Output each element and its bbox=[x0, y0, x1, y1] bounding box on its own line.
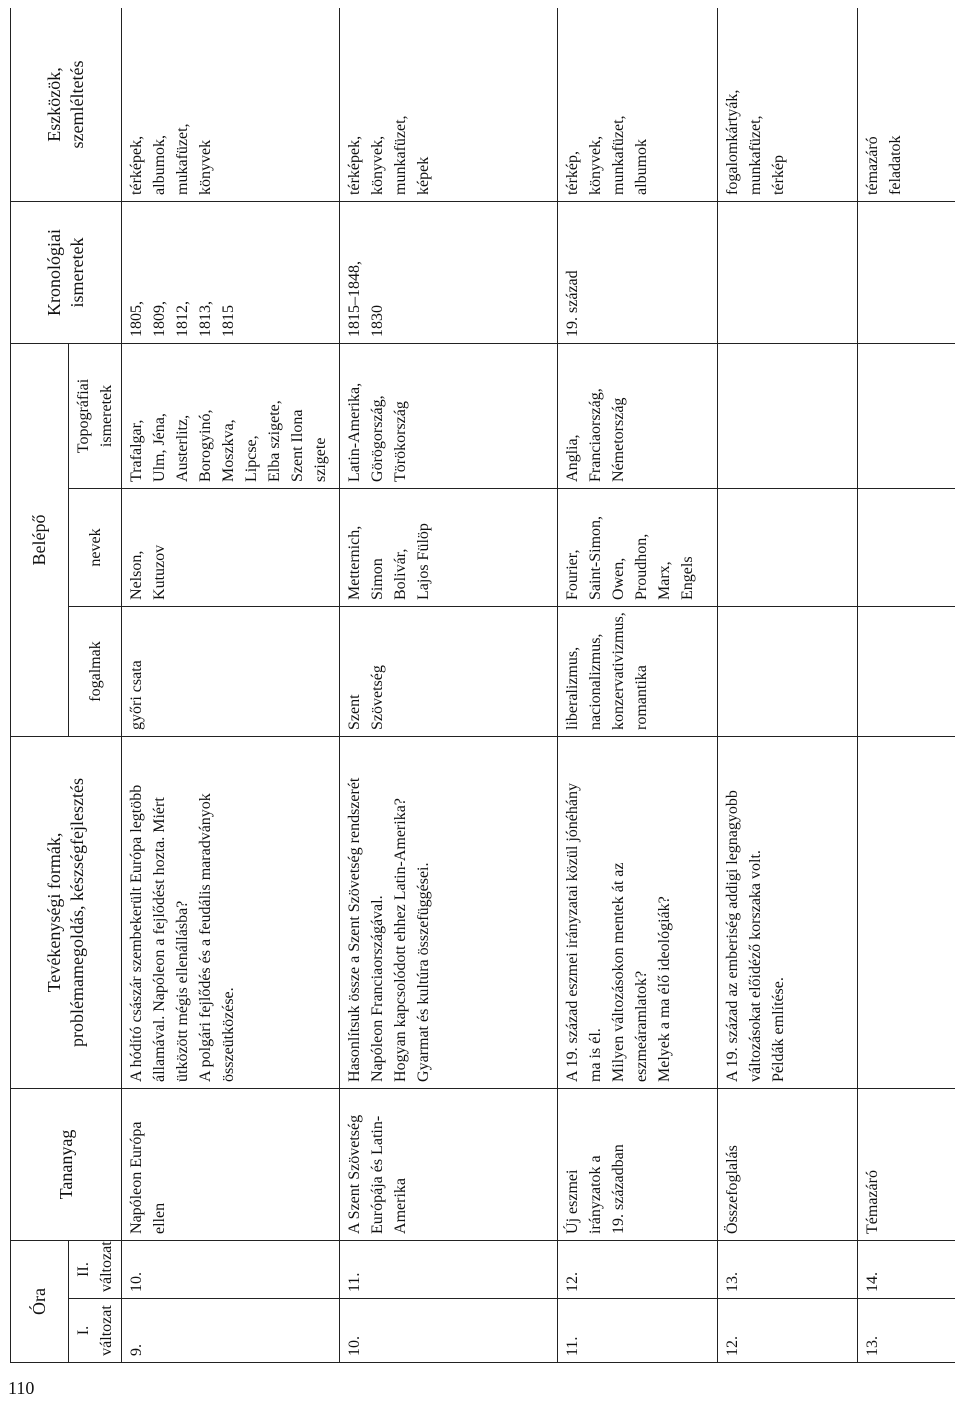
cell-eszkozok-line: albumok bbox=[633, 138, 650, 195]
cell-tananyag-line: A Szent Szövetség bbox=[346, 1114, 363, 1234]
cell-tevekenyseg bbox=[858, 736, 956, 1088]
cell-eszkozok bbox=[122, 8, 340, 201]
cell-eszkozok bbox=[718, 8, 858, 201]
cell-eszkozok-line: fogalomkártyák, bbox=[724, 89, 741, 195]
header-tevekenyseg bbox=[11, 736, 122, 1088]
rotated-page bbox=[10, 8, 955, 1363]
cell-eszkozok bbox=[558, 8, 718, 201]
cell-kronologiai-line: 1815–1848, bbox=[346, 260, 363, 337]
cell-tananyag-line: Összefoglalás bbox=[724, 1145, 741, 1234]
header-valtozat-1 bbox=[69, 1299, 122, 1363]
cell-eszkozok-line: könyvek bbox=[197, 139, 214, 195]
cell-valtozat-1: 10. bbox=[340, 1299, 558, 1363]
cell-tevekenyseg-line: változásokat előidéző korszaka volt. bbox=[747, 850, 764, 1082]
cell-fogalmak bbox=[122, 606, 340, 736]
cell-tevekenyseg-line: A 19. század eszmei irányzatai közül jónéhány bbox=[564, 782, 581, 1082]
cell-nevek-line: Marx, bbox=[656, 561, 673, 600]
cell-eszkozok-line: munkafüzet, bbox=[610, 115, 627, 195]
header-nevek: nevek bbox=[69, 488, 122, 606]
cell-eszkozok-line: mukafüzet, bbox=[174, 123, 191, 195]
cell-fogalmak-line: győri csata bbox=[128, 660, 145, 730]
cell-nevek-line: Engels bbox=[679, 556, 696, 600]
cell-nevek-line: Fourier, bbox=[564, 549, 581, 600]
cell-eszkozok-line: munkafüzet, bbox=[747, 115, 764, 195]
cell-kronologiai bbox=[340, 201, 558, 343]
table-row bbox=[858, 8, 956, 1363]
cell-kronologiai-line: 1809, bbox=[151, 300, 168, 337]
cell-valtozat-1: 9. bbox=[122, 1299, 340, 1363]
cell-fogalmak-line: Szövetség bbox=[369, 665, 386, 730]
cell-fogalmak-line: liberalizmus, bbox=[564, 646, 581, 730]
header-valtozat-line: változat bbox=[98, 1241, 115, 1292]
header-belepo: Belépő bbox=[11, 343, 69, 736]
cell-nevek bbox=[558, 488, 718, 606]
cell-nevek-line: Lajos Fülöp bbox=[415, 523, 432, 600]
header-valtozat-line: I. bbox=[75, 1325, 92, 1336]
cell-valtozat-1: 12. bbox=[718, 1299, 858, 1363]
cell-tevekenyseg-line: államával. Napóleon a fejlődést hozta. Miért bbox=[151, 797, 168, 1082]
cell-eszkozok-line: térképek, bbox=[128, 135, 145, 195]
header-ora: Óra bbox=[11, 1240, 69, 1362]
cell-tevekenyseg-line: Napóleon Franciaországával. bbox=[369, 895, 386, 1082]
cell-tananyag-line: Európája és Latin- bbox=[369, 1115, 386, 1234]
cell-tevekenyseg-line: összeütközése. bbox=[220, 987, 237, 1082]
cell-nevek-line: Saint-Simon, bbox=[587, 515, 604, 600]
header-tevekenyseg-line: problémamegoldás, készségfejlesztés bbox=[67, 778, 87, 1047]
header-valtozat-line: változat bbox=[98, 1305, 115, 1356]
cell-valtozat-1: 13. bbox=[858, 1299, 956, 1363]
cell-topografiai bbox=[558, 343, 718, 488]
cell-tananyag-line: ellen bbox=[151, 1202, 168, 1234]
cell-topografiai-line: Franciaország, bbox=[587, 388, 604, 482]
cell-kronologiai-line: 1815 bbox=[220, 304, 237, 337]
cell-eszkozok bbox=[858, 8, 956, 201]
cell-tananyag-line: 19. században bbox=[610, 1144, 627, 1234]
cell-tevekenyseg-line: ma is él. bbox=[587, 1028, 604, 1082]
cell-topografiai-line: Borogyinó, bbox=[197, 409, 214, 482]
header-eszkozok-line: Eszközök, bbox=[44, 67, 64, 142]
cell-fogalmak-line: Szent bbox=[346, 694, 363, 730]
cell-topografiai bbox=[718, 343, 858, 488]
cell-tevekenyseg-line: A polgári fejlődés és a feudális maradványok bbox=[197, 793, 214, 1082]
header-topografiai-line: ismeretek bbox=[98, 384, 115, 448]
table-row bbox=[718, 8, 858, 1363]
cell-tevekenyseg-line: A hódító császár szembekerült Európa legtöbb bbox=[128, 784, 145, 1082]
cell-eszkozok-line: albumok, bbox=[151, 134, 168, 195]
lesson-plan-table bbox=[10, 8, 955, 1363]
cell-eszkozok-line: könyvek, bbox=[369, 135, 386, 195]
cell-nevek-line: Kutuzov bbox=[151, 544, 168, 600]
cell-topografiai bbox=[858, 343, 956, 488]
cell-topografiai-line: Latin-Amerika, bbox=[346, 382, 363, 482]
cell-eszkozok-line: képek bbox=[415, 156, 432, 195]
cell-topografiai-line: Görögország, bbox=[369, 395, 386, 482]
header-eszkozok bbox=[11, 8, 122, 201]
cell-fogalmak-line: nacionalizmus, bbox=[587, 633, 604, 730]
header-topografiai bbox=[69, 343, 122, 488]
cell-valtozat-2: 10. bbox=[122, 1240, 340, 1298]
cell-tevekenyseg-line: ütközött mégis ellenállásba? bbox=[174, 900, 191, 1082]
cell-tevekenyseg-line: Gyarmat és kultúra összefüggései. bbox=[415, 862, 432, 1082]
cell-eszkozok-line: térkép, bbox=[564, 150, 581, 195]
cell-tevekenyseg-line: Példák említése. bbox=[770, 977, 787, 1082]
cell-eszkozok bbox=[340, 8, 558, 201]
cell-nevek-line: Nelson, bbox=[128, 550, 145, 600]
cell-eszkozok-line: könyvek, bbox=[587, 135, 604, 195]
cell-topografiai-line: Lipcse, bbox=[243, 435, 260, 482]
cell-topografiai-line: Elba szigete, bbox=[266, 400, 283, 482]
table-row bbox=[558, 8, 718, 1363]
cell-nevek-line: Metternich, bbox=[346, 525, 363, 600]
cell-fogalmak bbox=[340, 606, 558, 736]
cell-topografiai-line: szigete bbox=[312, 437, 329, 482]
cell-tananyag-line: Amerika bbox=[392, 1178, 409, 1234]
cell-nevek-line: Bolivár, bbox=[392, 548, 409, 600]
table-row bbox=[122, 8, 340, 1363]
cell-kronologiai bbox=[718, 201, 858, 343]
cell-nevek-line: Owen, bbox=[610, 557, 627, 600]
cell-tevekenyseg bbox=[718, 736, 858, 1088]
cell-eszkozok-line: térkép bbox=[770, 154, 787, 195]
cell-tevekenyseg-line: Hasonlítsuk össze a Szent Szövetség rendszerét bbox=[346, 777, 363, 1082]
cell-tananyag bbox=[718, 1088, 858, 1240]
cell-nevek-line: Proudhon, bbox=[633, 533, 650, 600]
cell-fogalmak bbox=[718, 606, 858, 736]
cell-valtozat-1: 11. bbox=[558, 1299, 718, 1363]
header-valtozat-2 bbox=[69, 1240, 122, 1298]
cell-eszkozok-line: témazáró bbox=[864, 136, 881, 195]
page-number: 110 bbox=[8, 1378, 35, 1398]
cell-tananyag-line: irányzatok a bbox=[587, 1155, 604, 1234]
cell-tevekenyseg-line: Melyek a ma élő ideológiák? bbox=[656, 896, 673, 1082]
cell-valtozat-2: 14. bbox=[858, 1240, 956, 1298]
header-fogalmak: fogalmak bbox=[69, 606, 122, 736]
cell-nevek bbox=[122, 488, 340, 606]
cell-tevekenyseg bbox=[558, 736, 718, 1088]
header-kronologiai bbox=[11, 201, 122, 343]
cell-kronologiai-line: 1812, bbox=[174, 300, 191, 337]
cell-topografiai-line: Törökország bbox=[392, 401, 409, 482]
cell-tevekenyseg-line: eszmeáramlatok? bbox=[633, 970, 650, 1082]
cell-kronologiai bbox=[558, 201, 718, 343]
cell-topografiai-line: Austerlitz, bbox=[174, 414, 191, 482]
header-tevekenyseg-line: Tevékenységi formák, bbox=[44, 832, 64, 993]
header-valtozat-line: II. bbox=[75, 1262, 92, 1277]
header-tananyag: Tananyag bbox=[11, 1088, 122, 1240]
cell-topografiai bbox=[122, 343, 340, 488]
table-row bbox=[340, 8, 558, 1363]
cell-tevekenyseg bbox=[122, 736, 340, 1088]
cell-tananyag-line: Napóleon Európa bbox=[128, 1121, 145, 1234]
cell-tananyag-line: Új eszmei bbox=[564, 1169, 581, 1234]
cell-tananyag bbox=[340, 1088, 558, 1240]
cell-topografiai bbox=[340, 343, 558, 488]
cell-topografiai-line: Szent Ilona bbox=[289, 409, 306, 482]
cell-eszkozok-line: térképek, bbox=[346, 135, 363, 195]
cell-tananyag bbox=[558, 1088, 718, 1240]
header-kronologiai-line: ismeretek bbox=[67, 237, 87, 308]
cell-valtozat-2: 13. bbox=[718, 1240, 858, 1298]
cell-topografiai-line: Ulm, Jéna, bbox=[151, 413, 168, 482]
cell-eszkozok-line: feladatok bbox=[887, 135, 904, 195]
cell-topografiai-line: Anglia, bbox=[564, 434, 581, 482]
header-eszkozok-line: szemléltetés bbox=[67, 60, 87, 149]
cell-eszkozok-line: munkafüzet, bbox=[392, 115, 409, 195]
cell-valtozat-2: 12. bbox=[558, 1240, 718, 1298]
cell-valtozat-2: 11. bbox=[340, 1240, 558, 1298]
cell-fogalmak bbox=[858, 606, 956, 736]
cell-tevekenyseg-line: Hogyan kapcsolódott ehhez Latin-Amerika? bbox=[392, 798, 409, 1082]
cell-kronologiai bbox=[858, 201, 956, 343]
cell-kronologiai-line: 19. század bbox=[564, 270, 581, 337]
cell-tevekenyseg bbox=[340, 736, 558, 1088]
cell-nevek-line: Simon bbox=[369, 558, 386, 600]
cell-tananyag-line: Témazáró bbox=[864, 1170, 881, 1234]
cell-fogalmak-line: romantika bbox=[633, 665, 650, 730]
cell-tevekenyseg-line: Milyen változásokon mentek át az bbox=[610, 862, 627, 1082]
cell-tananyag bbox=[122, 1088, 340, 1240]
cell-tevekenyseg-line: A 19. század az emberiség addigi legnagyobb bbox=[724, 790, 741, 1082]
cell-kronologiai-line: 1830 bbox=[369, 304, 386, 337]
cell-fogalmak bbox=[558, 606, 718, 736]
cell-topografiai-line: Németország bbox=[610, 397, 627, 482]
cell-nevek bbox=[340, 488, 558, 606]
cell-kronologiai-line: 1813, bbox=[197, 300, 214, 337]
cell-nevek bbox=[858, 488, 956, 606]
lesson-plan-body bbox=[122, 8, 956, 1363]
header-topografiai-line: Topográfiai bbox=[75, 378, 92, 454]
cell-topografiai-line: Moszkva, bbox=[220, 419, 237, 482]
cell-topografiai-line: Trafalgar, bbox=[128, 419, 145, 482]
cell-tananyag bbox=[858, 1088, 956, 1240]
header-kronologiai-line: Kronológiai bbox=[44, 228, 64, 316]
cell-fogalmak-line: konzervativizmus, bbox=[610, 612, 627, 730]
cell-nevek bbox=[718, 488, 858, 606]
cell-kronologiai bbox=[122, 201, 340, 343]
cell-kronologiai-line: 1805, bbox=[128, 300, 145, 337]
